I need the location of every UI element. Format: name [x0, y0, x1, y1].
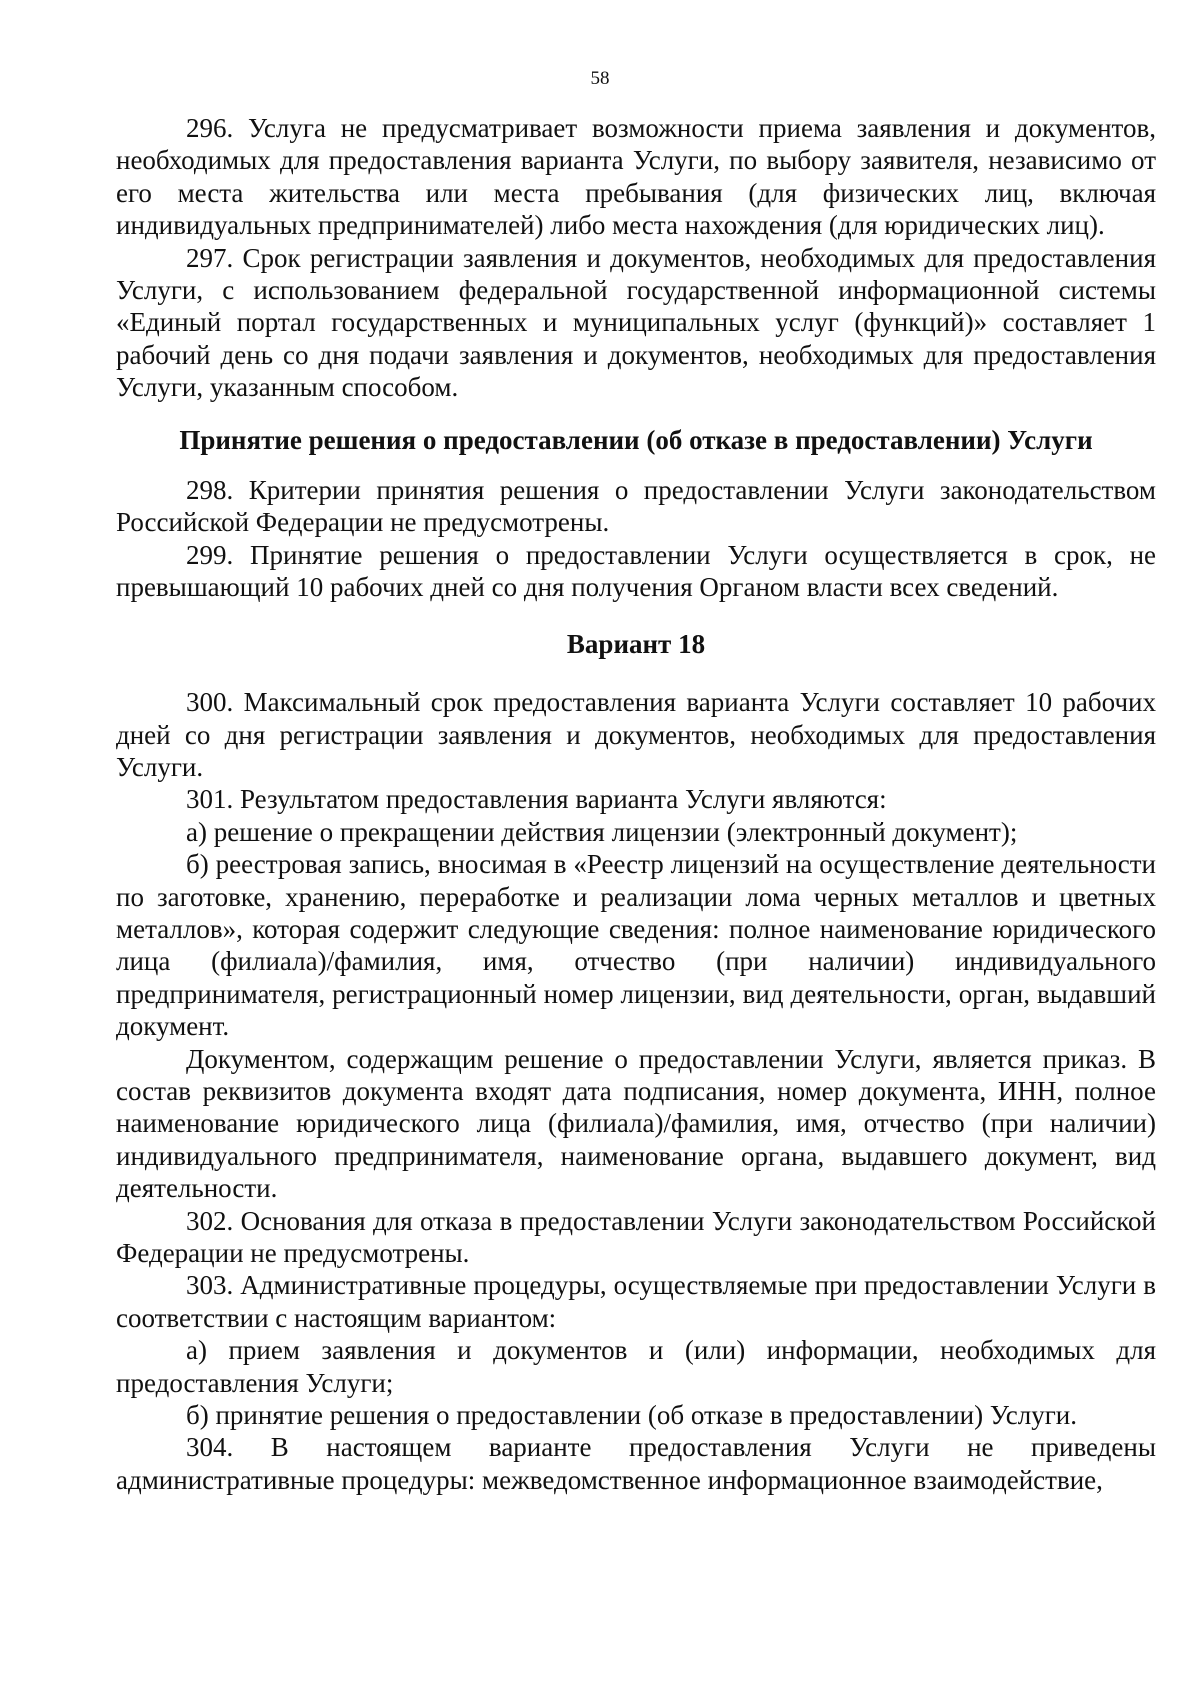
paragraph-301-item-b: б) реестровая запись, вносимая в «Реестр лицензий на осуществление деятельности по заготовке, хранению, переработке и реализации лома черных металлов и цветных металлов», которая содержит следующие сведения: полное наименование юридического лица (филиала)/фамилия, имя, отчество (при наличии) индивидуального предпринимателя, регистрационный номер лицензии, вид деятельности, орган, выдавший документ. [116, 849, 1156, 1042]
paragraph-296: 296. Услуга не предусматривает возможности приема заявления и документов, необходимых для предоставления варианта Услуги, по выбору заявителя, независимо от его места жительства или места пребывания (для физических лиц, включая индивидуальных предпринимателей) либо места нахождения (для юридических лиц). [116, 113, 1156, 241]
paragraph-300: 300. Максимальный срок предоставления варианта Услуги составляет 10 рабочих дней со дня регистрации заявления и документов, необходимых для предоставления Услуги. [116, 687, 1156, 782]
paragraph-302: 302. Основания для отказа в предоставлении Услуги законодательством Российской Федерации не предусмотрены. [116, 1205, 1156, 1268]
page-number: 58 [590, 68, 610, 89]
paragraph-303-item-b: б) принятие решения о предоставлении (об отказе в предоставлении) Услуги. [186, 1400, 1077, 1431]
section-heading-variant-18: Вариант 18 [566, 628, 706, 659]
paragraph-decision-document: Документом, содержащим решение о предоставлении Услуги, является приказ. В состав реквизитов документа входят дата подписания, номер документа, ИНН, полное наименование юридического лица (филиала)/фамилия, имя, отчество (при наличии) индивидуального предпринимателя, наименование органа, выдавшего документ, вид деятельности. [116, 1043, 1156, 1204]
paragraph-301-item-a: а) решение о прекращении действия лицензии (электронный документ); [186, 816, 1018, 847]
paragraph-303-item-a: а) прием заявления и документов и (или) информации, необходимых для предоставления Услуги; [116, 1335, 1156, 1398]
paragraph-301: 301. Результатом предоставления варианта Услуги являются: [186, 784, 887, 815]
paragraph-304: 304. В настоящем варианте предоставления Услуги не приведены административные процедуры: межведомственное информационное взаимодействие, [116, 1432, 1156, 1495]
paragraph-298: 298. Критерии принятия решения о предоставлении Услуги законодательством Российской Федерации не предусмотрены. [116, 475, 1156, 538]
paragraph-297: 297. Срок регистрации заявления и документов, необходимых для предоставления Услуги, с использованием федеральной государственной информационной системы «Единый портал государственных и муниципальных услуг (функций)» составляет 1 рабочий день со дня подачи заявления и документов, необходимых для предоставления Услуги, указанным способом. [116, 242, 1156, 403]
paragraph-299: 299. Принятие решения о предоставлении Услуги осуществляется в срок, не превышающий 10 рабочих дней со дня получения Органом власти всех сведений. [116, 539, 1156, 603]
paragraph-303: 303. Административные процедуры, осуществляемые при предоставлении Услуги в соответствии с настоящим вариантом: [116, 1270, 1156, 1333]
section-heading-decision: Принятие решения о предоставлении (об отказе в предоставлении) Услуги [179, 424, 1093, 455]
document-body [116, 112, 1156, 1496]
